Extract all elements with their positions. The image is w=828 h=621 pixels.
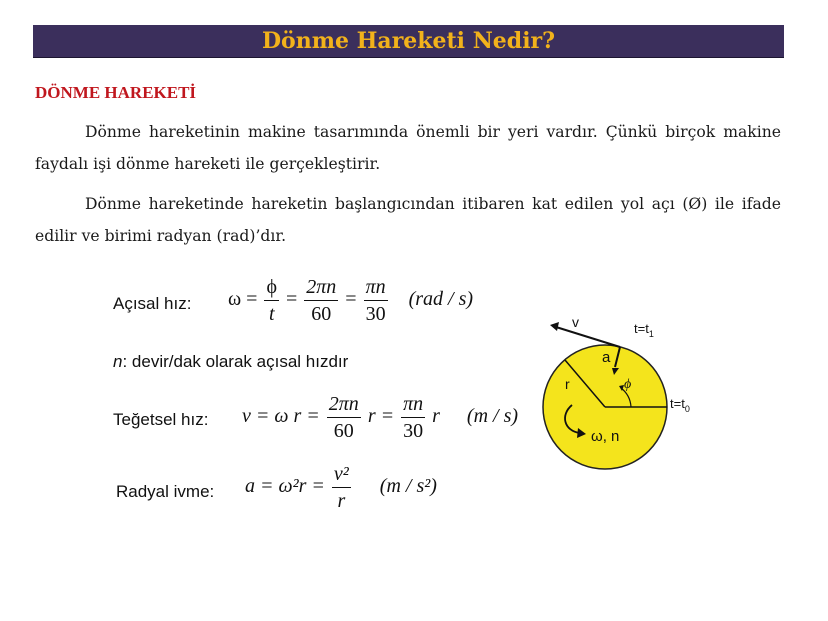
velocity-arrowhead bbox=[550, 322, 559, 331]
angular-velocity-label: Açısal hız: bbox=[113, 294, 192, 313]
paragraph-1: Dönme hareketinin makine tasarımında önemli bir yeri vardır. Çünkü birçok makine faydalı işi dönme hareketi ile gerçekleştirir. bbox=[35, 123, 781, 173]
radial-unit: (m / s²) bbox=[379, 475, 437, 498]
tangential-f2-num: πn bbox=[401, 391, 425, 418]
angular-eq1: = bbox=[285, 288, 298, 311]
tangential-mid: r = bbox=[367, 405, 395, 428]
rotation-diagram bbox=[530, 305, 710, 475]
page-title: Dönme Hareketi Nedir? bbox=[261, 28, 556, 54]
label-r: r bbox=[565, 376, 570, 392]
rpm-note-var: n bbox=[113, 352, 123, 371]
tangential-velocity-formula bbox=[242, 391, 518, 444]
radial-acceleration-formula bbox=[245, 461, 437, 514]
rotation-diagram-svg bbox=[530, 305, 710, 475]
velocity-arrow bbox=[556, 327, 620, 347]
angular-f2-den: 60 bbox=[311, 303, 332, 325]
radial-acceleration-label: Radyal ivme: bbox=[116, 482, 215, 501]
label-v: v bbox=[572, 314, 579, 330]
angular-f3-den: 30 bbox=[365, 303, 386, 325]
radial-f-den: r bbox=[337, 490, 346, 512]
angular-f1-den: t bbox=[268, 303, 275, 325]
label-t0-main: t=t bbox=[670, 396, 685, 411]
label-phi: ϕ bbox=[624, 377, 632, 392]
label-t1-sub: 1 bbox=[648, 329, 654, 339]
tangential-fraction-1 bbox=[327, 391, 361, 444]
angular-eq2: = bbox=[345, 288, 357, 311]
tangential-f1-den: 60 bbox=[333, 420, 354, 442]
tangential-velocity-label: Teğetsel hız: bbox=[113, 410, 209, 429]
tangential-end: r bbox=[432, 405, 440, 428]
radial-fraction bbox=[332, 461, 351, 514]
label-t1 bbox=[634, 321, 654, 339]
angular-lhs: ω = bbox=[228, 288, 258, 311]
tangential-unit: (m / s) bbox=[466, 405, 519, 428]
angular-unit: (rad / s) bbox=[408, 288, 474, 311]
label-t1-main: t=t bbox=[634, 321, 649, 336]
label-t0 bbox=[670, 396, 690, 414]
tangential-f2-den: 30 bbox=[403, 420, 424, 442]
radial-lhs: a = ω²r = bbox=[245, 475, 325, 498]
angular-fraction-2 bbox=[304, 274, 338, 327]
angular-f1-num: ϕ bbox=[264, 274, 279, 301]
label-t0-sub: 0 bbox=[684, 404, 690, 414]
section-heading: DÖNME HAREKETİ bbox=[35, 83, 197, 102]
angular-f2-num: 2πn bbox=[304, 274, 338, 301]
tangential-fraction-2 bbox=[401, 391, 425, 444]
label-omega-n: ω, n bbox=[591, 428, 620, 445]
tangential-lhs: v = ω r = bbox=[242, 405, 320, 428]
radial-f-num: v² bbox=[332, 461, 351, 488]
rpm-note-text: : devir/dak olarak açısal hızdır bbox=[122, 352, 349, 371]
angular-velocity-formula bbox=[228, 274, 473, 327]
title-bar bbox=[33, 25, 784, 58]
tangential-f1-num: 2πn bbox=[327, 391, 361, 418]
angular-fraction-3 bbox=[364, 274, 388, 327]
formula-block bbox=[0, 270, 540, 530]
angular-fraction-1 bbox=[264, 274, 279, 327]
paragraph-2: Dönme hareketinde hareketin başlangıcından itibaren kat edilen yol açı (Ø) ile ifade edilir ve birimi radyan (rad)’dır. bbox=[35, 195, 781, 245]
label-a: a bbox=[602, 349, 611, 366]
angular-f3-num: πn bbox=[364, 274, 388, 301]
rpm-note bbox=[113, 352, 348, 372]
